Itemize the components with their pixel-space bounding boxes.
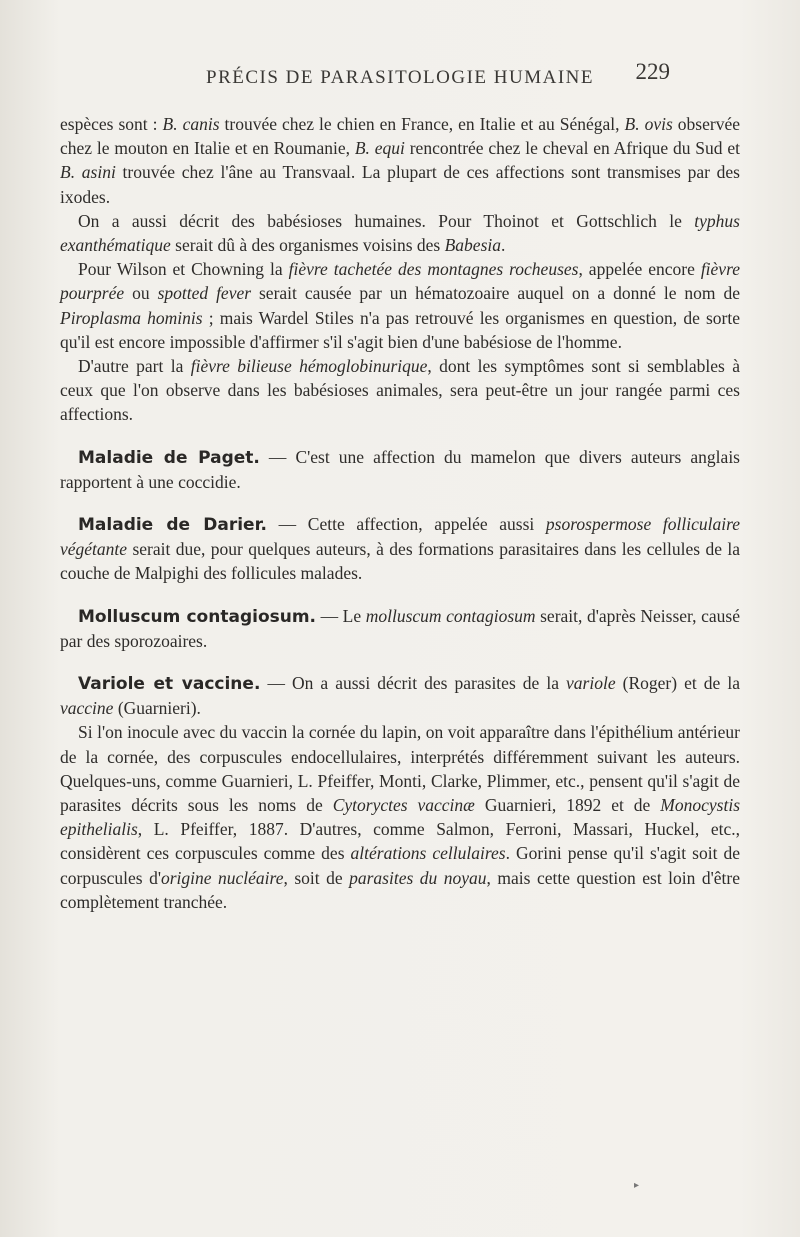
- text-span: (Roger) et de la: [615, 673, 740, 694]
- text-span: , mais cette question est loin d'être complètement tranchée.: [60, 867, 740, 912]
- italic-term: altérations cellulaires: [350, 843, 506, 864]
- text-span: — Le: [316, 605, 366, 626]
- text-span: , L. Pfeiffer, 1887. D'autres, comme Salmon, Ferroni, Massari, Huckel, etc., considèrent ces corpuscules comme des: [60, 819, 740, 864]
- species-name: B. canis: [162, 114, 220, 134]
- italic-term: fièvre pourprée: [60, 259, 740, 304]
- text-span: rencontrée chez le cheval en Afrique du Sud et: [404, 138, 740, 159]
- section-variole: [60, 671, 740, 720]
- page-header: [130, 59, 670, 97]
- italic-term: vaccine: [60, 698, 114, 719]
- italic-term: Babesia: [444, 235, 501, 256]
- italic-term: psorospermose folliculaire végétante: [60, 514, 740, 560]
- paragraph-bilious-fever: [60, 354, 740, 427]
- text-span: trouvée chez le chien en France, en Italie et au Sénégal,: [219, 114, 625, 134]
- text-span: . Gorini pense qu'il s'agit soit de corpuscules d': [60, 843, 740, 888]
- section-darier: [60, 512, 740, 586]
- text-span: Si l'on inocule avec du vaccin la cornée du lapin, on voit apparaître dans l'épithélium antérieur de la cornée, des corpuscules endocellulaires, interprétés différemment suivant les auteurs. Quelques-uns, comme Guarnieri, L. Pfeiffer, Monti, Clarke, Plimmer, etc., pensent qu'il s'agit de parasites décrits sous les noms de: [60, 722, 740, 816]
- italic-term: spotted fever: [157, 283, 252, 304]
- text-span: serait causée par un hématozoaire auquel on a donné le nom de: [251, 283, 741, 304]
- paragraph-human-babesiosis: [60, 209, 740, 257]
- text-span: — On a aussi décrit des parasites de la: [260, 673, 567, 694]
- section-heading: Molluscum contagiosum.: [78, 606, 317, 627]
- section-heading: Variole et vaccine.: [78, 674, 261, 695]
- section-heading: Maladie de Paget.: [78, 447, 260, 468]
- italic-term: fièvre tachetée des montagnes rocheuses: [288, 259, 579, 280]
- printer-mark: ▸: [634, 1180, 640, 1191]
- text-span: ou: [124, 283, 158, 304]
- text-span: (Guarnieri).: [113, 698, 201, 719]
- italic-term: Piroplasma hominis: [60, 307, 203, 328]
- text-span: observée chez le mouton en Italie et en Roumanie,: [60, 114, 740, 159]
- text-span: trouvée chez l'âne au Transvaal. La plupart de ces affections sont transmises par des ixodes.: [60, 162, 740, 207]
- italic-term: variole: [566, 673, 616, 694]
- italic-term: parasites du noyau: [349, 867, 487, 888]
- paragraph-spotted-fever: [60, 257, 740, 354]
- species-name: B. asini: [60, 162, 116, 183]
- italic-term: Monocystis epithelialis: [60, 795, 741, 840]
- italic-term: molluscum contagiosum: [365, 605, 536, 626]
- text-span: Guarnieri, 1892 et de: [474, 795, 661, 816]
- text-span: , soit de: [283, 867, 350, 888]
- text-span: serait dû à des organismes voisins des: [170, 235, 445, 256]
- species-name: B. ovis: [624, 114, 673, 134]
- text-span: — C'est une affection du mamelon que divers auteurs anglais rapportent à une coccidie.: [60, 446, 740, 492]
- italic-term: fièvre bilieuse hémoglobinurique: [190, 356, 428, 377]
- text-span: — Cette affection, appelée aussi: [267, 514, 546, 535]
- text-span: , dont les symptômes sont si semblables à ceux que l'on observe dans les babésioses animales, sera peut-être un jour rangée parmi ces affections.: [60, 356, 741, 425]
- paragraph-vaccine-cornea: [60, 720, 740, 914]
- italic-term: typhus exanthématique: [60, 210, 740, 256]
- body-text: [60, 112, 740, 914]
- paragraph-babesia-species: [60, 112, 740, 209]
- section-heading: Maladie de Darier.: [78, 515, 268, 536]
- text-span: .: [501, 235, 506, 256]
- text-span: serait, d'après Neisser, causé par des sporozoaires.: [60, 605, 740, 651]
- section-molluscum: [60, 604, 740, 653]
- text-span: espèces sont :: [60, 114, 163, 134]
- running-title: PRÉCIS DE PARASITOLOGIE HUMAINE: [206, 67, 594, 88]
- species-name: B. equi: [354, 138, 405, 159]
- text-span: Pour Wilson et Chowning la: [78, 259, 289, 280]
- italic-term: origine nucléaire: [161, 867, 284, 888]
- text-span: , appelée encore: [578, 259, 701, 280]
- text-span: On a aussi décrit des babésioses humaines. Pour Thoinot et Gottschlich le: [78, 210, 695, 231]
- italic-term: Cytoryctes vaccinæ: [332, 795, 475, 816]
- text-span: D'autre part la: [78, 356, 191, 377]
- text-span: ; mais Wardel Stiles n'a pas retrouvé les organismes en question, de sorte qu'il est encore impossible d'affirmer s'il s'agit bien d'une babésiose de l'homme.: [60, 307, 740, 352]
- page-number: 229: [635, 59, 670, 84]
- section-paget: [60, 445, 740, 494]
- text-span: serait due, pour quelques auteurs, à des formations parasitaires dans les cellules de la couche de Malpighi des follicules malades.: [60, 539, 740, 584]
